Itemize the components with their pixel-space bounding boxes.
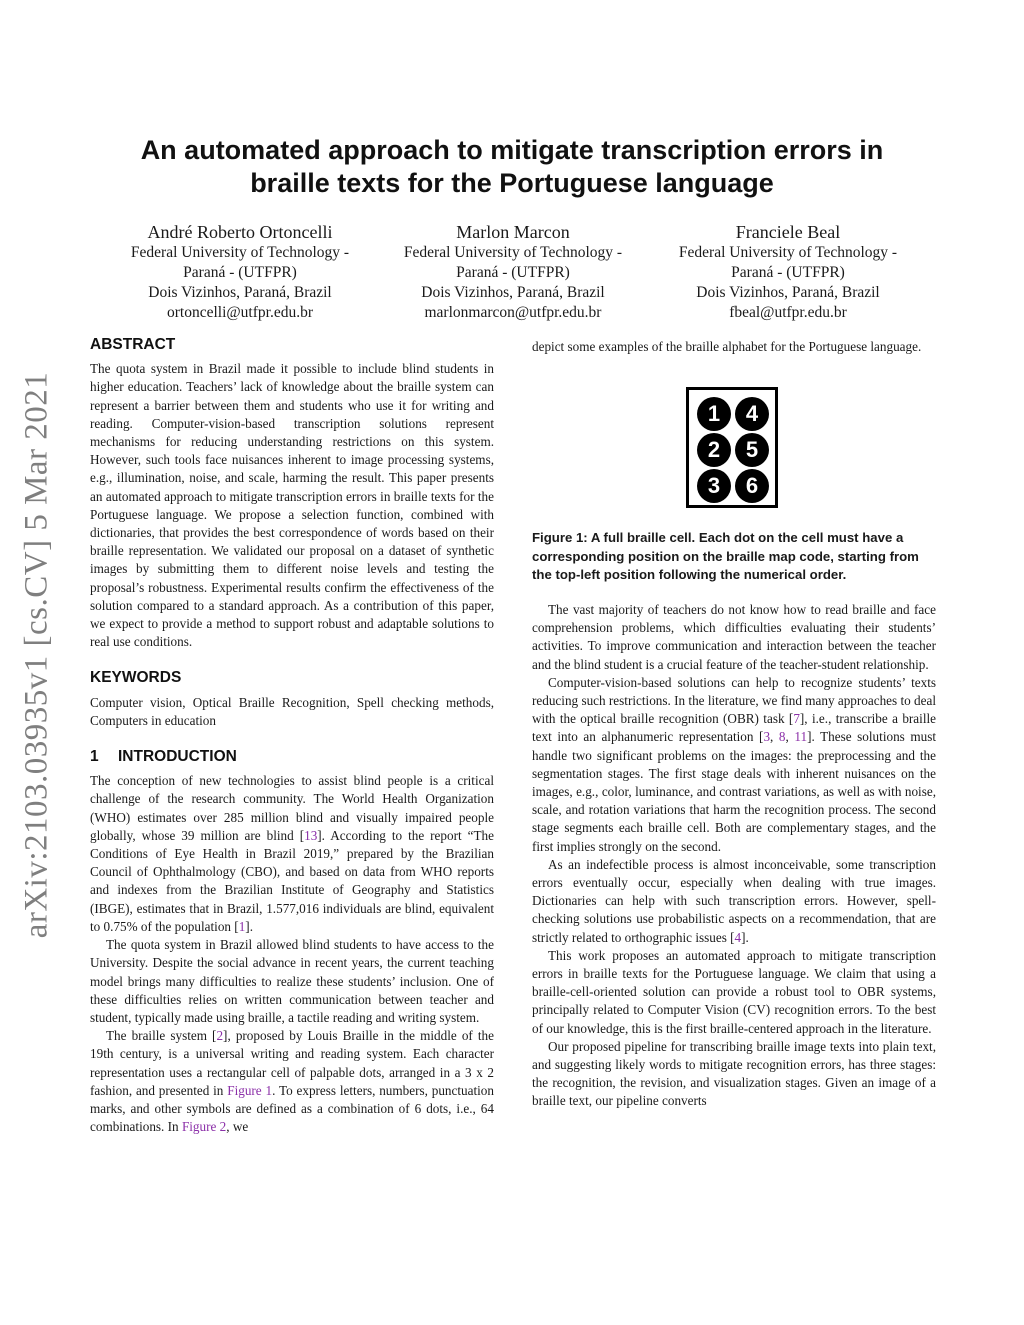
section-title: INTRODUCTION <box>118 748 237 766</box>
right-paragraph-2 <box>532 674 936 856</box>
left-column <box>90 336 494 1136</box>
author-affiliation: Federal University of Technology - <box>678 244 898 261</box>
author-block-2 <box>378 221 648 323</box>
author-location: Dois Vizinhos, Paraná, Brazil <box>421 284 605 301</box>
author-location: Dois Vizinhos, Paraná, Brazil <box>696 284 880 301</box>
text-run: , <box>785 729 795 745</box>
arxiv-stamp <box>12 355 62 955</box>
keywords-heading: KEYWORDS <box>90 669 182 687</box>
text-run: , we <box>226 1119 249 1135</box>
citation-link[interactable]: 13 <box>304 827 318 843</box>
title-line-2: braille texts for the Portuguese language <box>250 168 774 198</box>
arxiv-stamp-text: arXiv:2103.03935v1 [cs.CV] 5 Mar 2021 <box>18 371 55 939</box>
title-line-1: An automated approach to mitigate transcription errors in <box>140 135 884 165</box>
braille-dot: 2 <box>697 433 731 467</box>
right-column-body <box>532 601 936 1111</box>
right-column-top <box>532 338 936 356</box>
text-run: The braille system [ <box>106 1028 217 1044</box>
citation-link[interactable]: 11 <box>794 729 808 745</box>
author-affiliation: Federal University of Technology - <box>403 244 623 261</box>
citation-link[interactable]: 7 <box>793 711 800 727</box>
citation-link[interactable]: 4 <box>734 929 742 945</box>
citation-link[interactable]: 1 <box>238 918 246 934</box>
text-run: ]. These solutions must handle two significant problems on the images: the preprocessing and the segmentation stages. The first stage deals with inherent nuisances on the images, e.g., color, luminance, and contrast variations, as well as with noise, scale, and rotation variations that harm the recognition process. The second stage segments each braille cell. Both are complementary stages, and the first implies strongly on the second. <box>532 729 937 854</box>
keywords-text: Computer vision, Optical Braille Recognition, Spell checking methods, Computers in education <box>90 694 494 728</box>
figure-link[interactable]: Figure 1 <box>227 1082 273 1098</box>
intro-paragraph-1 <box>90 772 494 936</box>
right-paragraph-5: Our proposed pipeline for transcribing braille image texts into plain text, and suggesting likely words to mitigate recognition errors, has three stages: the recognition, the revision, and visualization stages. Given an image of a braille text, our pipeline converts <box>532 1038 936 1109</box>
right-paragraph-1: The vast majority of teachers do not know how to read braille and face comprehension problems, which difficulties evaluating their students’ activities. To improve communication and interaction between the teacher and the blind student is a crucial feature of the teacher-student relationship. <box>532 602 936 672</box>
text-run: The conception of new technologies to assist blind people is a critical challenge of the research community. The World Health Organization (WHO) estimates over 285 million blind and visually impaired people globally, whose 39 million are blind [ <box>90 773 494 843</box>
author-name: Marlon Marcon <box>456 222 570 242</box>
author-block-3 <box>653 221 923 323</box>
abstract-text: The quota system in Brazil made it possible to include blind students in higher education. Teachers’ lack of knowledge about the braille system can represent a barrier between them and students who use it for writing and reading. Computer-vision-based transcription solutions represent mechanisms for reducing understanding restrictions on this system. However, such tools face nuisances inherent to image processing systems, e.g., illumination, noise, and scale, harming the result. This paper presents an automated approach to mitigate transcription errors in braille texts for the Portuguese language. We propose a selection function, combined with dictionaries, that provides the best correspondence of words based on their braille representation. We validated our proposal on a dataset of synthetic images by submitting them to different noise levels and testing the proposal’s robustness. Experimental results confirm the effectiveness of the solution compared to a standard approach. As a contribution of this paper, we expect to provide a method to support robust and adaptable solutions to real use conditions. <box>90 361 494 650</box>
braille-dot: 6 <box>735 469 769 503</box>
intro-heading <box>90 748 494 766</box>
figure-caption: Figure 1: A full braille cell. Each dot on the cell must have a corresponding position on the braille map code, starting from the top-left position following the numerical order. <box>532 530 919 582</box>
author-affiliation: Paraná - (UTFPR) <box>183 264 297 281</box>
figure-link[interactable]: Figure 2 <box>181 1119 227 1135</box>
text-run: Computer-vision-based solutions can help to recognize students’ texts reducing such restrictions. In the literature, we find many approaches to deal with the optical braille recognition (OBR) task [ <box>532 674 936 727</box>
author-affiliation: Federal University of Technology - <box>130 244 350 261</box>
right-paragraph-4: This work proposes an automated approach to mitigate transcription errors in braille texts for the Portuguese language. We claim that using a braille-cell-oriented solution can provide a robust tool to OBR systems, principally related to Computer Vision (CV) recognition errors. To the best of our knowledge, this is the first braille-centered approach in the literature. <box>532 947 936 1036</box>
text-run: , <box>770 729 779 745</box>
author-block-1 <box>105 221 375 323</box>
abstract-heading: ABSTRACT <box>90 336 176 353</box>
author-location: Dois Vizinhos, Paraná, Brazil <box>148 284 332 301</box>
author-name: André Roberto Ortoncelli <box>147 222 333 242</box>
section-number: 1 <box>90 748 99 766</box>
citation-link[interactable]: 8 <box>778 729 786 745</box>
author-name: Franciele Beal <box>735 222 841 242</box>
intro-paragraph-2: The quota system in Brazil allowed blind students to have access to the University. Despite the social advance in recent years, the current teaching model brings many difficulties to realize these students’ inclusion. One of these difficulties relies on written communication between teacher and student, typically made using braille, a tactile reading and writing system. <box>90 937 494 1025</box>
text-run: As an indefectible process is almost inconceivable, some transcription errors eventually occur, especially when dealing with true images. Dictionaries can help with such transcription errors. However, spell-checking solutions use probabilistic aspects on a recommendation, that are strictly related to orthographic issues [ <box>532 856 936 945</box>
braille-dot: 5 <box>735 433 769 467</box>
braille-dot: 3 <box>697 469 731 503</box>
paper-title <box>90 134 934 200</box>
intro-paragraph-3 <box>90 1027 494 1136</box>
text-run: ]. <box>245 918 253 934</box>
author-affiliation: Paraná - (UTFPR) <box>456 264 570 281</box>
right-paragraph-0: depict some examples of the braille alphabet for the Portuguese language. <box>532 339 922 354</box>
author-email: fbeal@utfpr.edu.br <box>729 304 847 321</box>
author-email: marlonmarcon@utfpr.edu.br <box>424 304 602 321</box>
right-paragraph-3 <box>532 856 936 947</box>
text-run: ]. According to the report “The Conditions of Eye Health in Brazil 2019,” prepared by the Brazilian Council of Ophthalmology (CBO), and based on data from WHO reports and indexes from the Brazilian Institute of Geography and Statistics (IBGE), estimates that in Brazil, 1.577,016 individuals are blind, equivalent to 0.75% of the population [ <box>90 827 494 934</box>
text-run: ], proposed by Louis Braille in the middle of the 19th century, is a universal writing and reading system. Each character representation uses a rectangular cell of palpable dots, arranged in a 3 x 2 fashion, and presented in <box>90 1028 494 1098</box>
author-email: ortoncelli@utfpr.edu.br <box>167 304 313 321</box>
citation-link[interactable]: 2 <box>216 1028 224 1044</box>
author-affiliation: Paraná - (UTFPR) <box>731 264 845 281</box>
text-run: ], i.e., transcribe a braille text into an alphanumeric representation [ <box>532 711 937 745</box>
text-run: . To express letters, numbers, punctuation marks, and other symbols are defined as a combination of 6 dots, i.e., 64 combinations. In <box>90 1082 494 1135</box>
text-run: ]. <box>741 929 749 945</box>
braille-dot: 1 <box>697 397 731 431</box>
braille-cell-figure <box>686 387 778 508</box>
citation-link[interactable]: 3 <box>763 729 771 745</box>
braille-dot: 4 <box>735 397 769 431</box>
